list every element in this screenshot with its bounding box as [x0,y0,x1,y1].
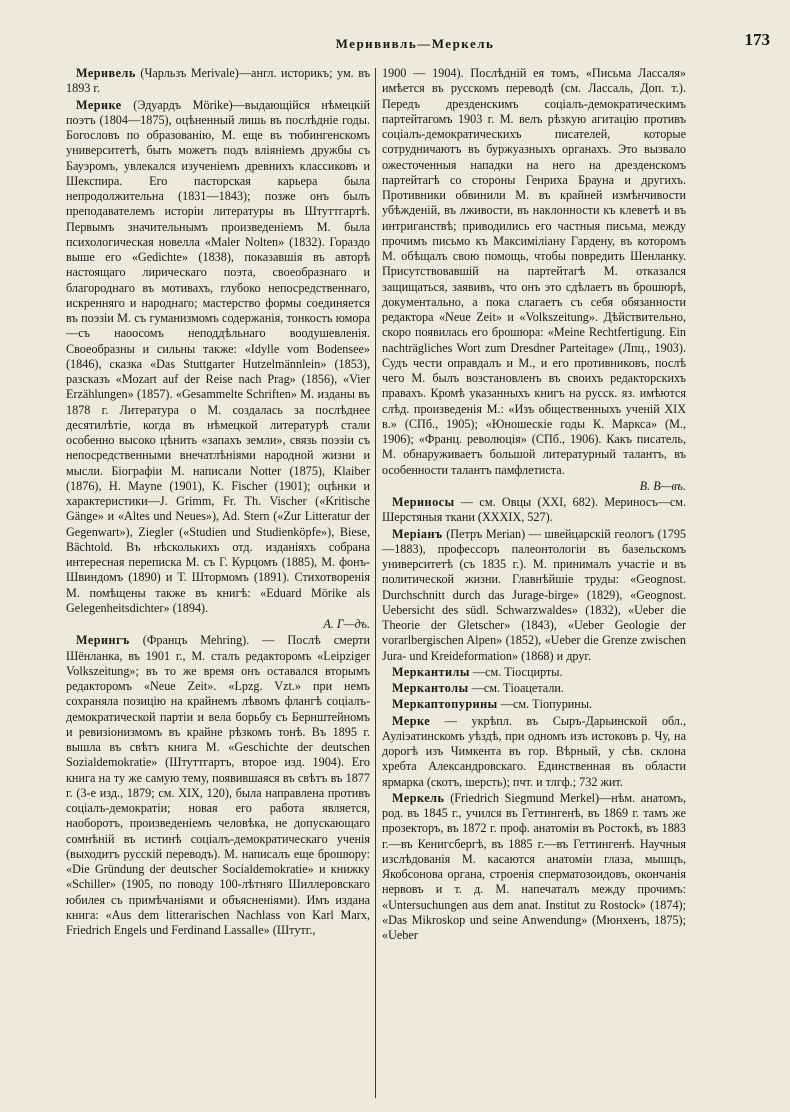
headword: Меркаптопурины [392,697,498,712]
headword: Меркель [392,790,445,805]
entry-mehring-continuation [382,66,686,478]
entry-text: 1900 — 1904). Послѣдній ея томъ, «Письма Лассаля» имѣется въ русскомъ переводѣ (см. Лассаль, Доп. т.). Передъ дрезденскимъ соціалъ-демократическимъ партейтагомъ 1903 г. М. велъ рѣзкую агитацію противъ соціалъ-демократическихъ писателей, которые сотрудничаютъ въ буржуазныхъ органахъ. Это вызвало ожесточенныя нападки на него на дрезденскомъ партейтагѣ со стороны Генриха Брауна и другихъ. Противники обвинили М. въ крайней измѣнчивости убѣжденій, въ лживости, въ наклонности къ клеветѣ и въ интриганствѣ; приводились его частныя письма, между прочимъ письмо къ Максиміліану Гардену, въ которомъ М. обѣщалъ свою помощь, чтобы повредить Шенланку. Присутствовавшій на партейтагѣ М. отказался защищаться, заявивъ, что онъ это сдѣлаетъ въ брошюрѣ, документально, а пока слагаетъ съ себя обязанности редактора «Neue Zeit» и «Volkszeitung». Дѣйствительно, скоро появилась его брошюра: «Meine Rechtfertigung. Ein nachträgliches Wort zum Dresdner Parteitage» (Лпц., 1903). Судъ чести оправдалъ и М., и его противниковъ, послѣ чего М. былъ возстановленъ въ своихъ редакторскихъ правахъ. Кромѣ указанныхъ книгъ на русск. яз. имѣются слѣд. произведенія М.: «Изъ общественныхъ ученій XIX в.» (СПб., 1905); «Юношескіе годы К. Маркса» (М., 1906); «Франц. революція» (СПб., 1906). Какъ писатель, М. обнаруживаетъ большой литературный талантъ, въ особенности талантъ памфлетиста. [382,66,686,477]
headword: Мерингъ [76,633,130,648]
entry-merkantily [382,665,686,680]
headword: Меркантилы [392,664,470,679]
entry-merkantoly [382,681,686,696]
entry-merivale [66,66,370,97]
entry-merkaptopuriny [382,697,686,712]
entry-text: (Эдуардъ Mörike)—выдающійся нѣмецкій поэтъ (1804—1875), оцѣненный лишь въ послѣдніе годы. Богословъ по образованію, М. еще въ тюбингенскомъ университетѣ, быть можетъ подъ вліяніемъ дружбы съ Бауэромъ, увлекался изученіемъ древнихъ классиковъ и Шекспира. Его пасторская карьера была непродолжительна (1831—1843); позже онъ былъ преподавателемъ исторіи литературы въ Штуттгартѣ. Первымъ значительнымъ произведеніемъ М. была психологическая новелла «Maler Nolten» (1832). Гораздо выше его «Gedichte» (1838), показавшія въ авторѣ настоящаго лирическаго поэта, своеобразнаго и благороднаго въ мотивахъ, глубоко непосредственнаго, искренняго и народнаго; мастерство формы соединяется въ поэзіи М. съ гуманизмомъ содержанія, тонкость юмора—съ наоосомъ неподдѣльнаго воодушевленія. Своеобразны и сильны также: «Idylle vom Bodensee» (1846), сказка «Das Stuttgarter Hutzelmännlein» (1853), разсказъ «Mozart auf der Reise nach Prag» (1856), «Vier Erzählungen» (1857). «Gesammelte Schriften» М. изданы въ 1878 г. Литература о М. создалась за послѣднее десятилѣтіе, когда въ нѣмецкой литературѣ стали особенно высоко цѣнить «запахъ земли», связь поэзіи съ непосредственными внечатлѣніями народной жизни и мысли. Біографіи М. написали Notter (1875), Klaiber (1876), H. Mayne (1901), K. Fischer (1901); оцѣнки и характеристики—J. Grimm, Fr. Th. Vischer («Kritische Gänge» и «Altes und Neues»), Ad. Stern («Zur Litteratur der Gegenwart»), Ziegler («Studien und Studienköpfe»), Biese, Bächtold. Въ нѣсколькихъ отд. изданіяхъ собрана интересная переписка М. съ Г. Курцомъ (1885), М. фонъ-Швиндомъ (1890) и Т. Штормомъ (1891). Стихотворенія М. помѣщены также въ книгѣ: «Eduard Mörike als Gelegenheitsdichter» (1894). [66,97,370,615]
left-column [66,66,370,939]
entry-merke [382,714,686,790]
entry-merian [382,527,686,664]
entry-text: — см. Овцы (XXI, 682). Мериносъ—см. Шерстяныя ткани (XXXIX, 527). [382,495,687,525]
entry-text: —см. Тіопурины. [500,697,593,712]
author-signature: А. Г—дъ. [323,617,370,631]
entry-text: (Францъ Mehring). — Послѣ смерти Шёнланка, въ 1901 г., М. сталъ редакторомъ «Leipziger Volkszeitung»; въ то же время онъ оставался вторымъ редакторомъ «Neue Zeit». «Lpzg. Vzt.» при немъ сохраняла позицію на крайнемъ лѣвомъ флангѣ соціалъ-демократической партіи и вела борьбу съ Бернштейномъ и ревизіонизмомъ въ крайне рѣзкомъ тонѣ. Въ 1895 г. вышла въ свѣтъ книга М. «Geschichte der deutschen Sozialdemokratie» (Штуттгартъ, второе изд. 1904). Его книга на ту же самую тему, появившаяся въ свѣтъ въ 1877 г. (3-е изд., 1879; см. XIX, 120), была направлена противъ соціалъ-демократіи; новая его работа является, наоборотъ, произведеніемъ человѣка, не допускающаго сомнѣній въ истинѣ соціалъ-демократическаго ученія (выходитъ русскій переводъ). М. написалъ еще брошюру: «Die Gründung der deutscher Socialdemokratie» и книжку «Schiller» (1905, по поводу 100-лѣтняго Шиллеровскаго юбилея съ примѣчаніями и объясненіями). Имъ издана книга: «Aus dem litterarischen Nachlass von Karl Marx, Friedrich Engels und Ferdinand Lassalle» (Штутг., [66,633,371,937]
entry-mehring [66,633,370,938]
entry-merinosy [382,495,686,526]
page-header [60,30,770,56]
right-column [382,66,686,944]
author-signature: В. В—въ. [639,478,686,493]
entry-text: —см. Тіоацетали. [471,681,564,695]
headword: Мерке [392,713,431,728]
column-divider [375,68,376,1098]
headword: Мерике [76,97,122,112]
running-head: Мерививль—Меркель [335,36,495,51]
entry-text: — укрѣпл. въ Сыръ-Дарьинской обл., Ауліэатинскомъ уѣздѣ, при одномъ изъ истоковъ р. Чу, на дорогѣ изъ Чимкента въ гор. Вѣрный, у сѣв. склона хребта Александровскаго. Единственная въ области ярмарка (скотъ, шерсть); пчт. и тлгф.; 732 жит. [382,713,686,789]
headword: Мериносы [392,495,455,509]
entry-text: (Friedrich Siegmund Merkel)—нѣм. анатомъ, род. въ 1845 г., учился въ Геттингенѣ, въ 1869 г. тамъ же прозекторъ, въ 1872 г. проф. анатоміи въ Ростокѣ, въ 1883 г.—въ Кенигсбергѣ, въ 1885 г.—въ Геттингенѣ. Научныя изслѣдованія М. касаются анатоміи глаза, мышцъ, Якобсонова органа, строенія сперматозоидовъ, окончанія нервовъ и т. д. М. напечаталъ между прочимъ: «Untersuchungen aus dem anat. Institut zu Rostock» (1874); «Das Mikroskop und seine Anwendung» (Мюнхенъ, 1875); «Ueber [382,790,686,942]
signature-line [66,617,370,632]
signature-line [382,479,686,494]
entry-text: (Петръ Merian) — швейцарскій геологъ (1795—1883), профессоръ палеонтологіи въ базельскомъ университетѣ (съ 1835 г.). М. принималъ участіе и въ политической жизни. Главнѣйшіе труды: «Geognost. Durchschnitt durch das Jurage-birge» (1829), «Geognost. Uebersicht des südl. Schwarzwaldes» (1832), «Ueber die Theorie der Gletscher» (1843), «Ueber Geologie der vorarlbergischen Alpen» (1852), «Ueber die Grenze zwischen Jura- und Kreideformation» (1868) и друг. [382,526,687,663]
entry-text: —см. Тіосцирты. [472,664,563,679]
page-number: 173 [744,30,770,49]
entry-text: (Чарльзъ Merivale)—англ. историкъ; ум. въ 1893 г. [66,66,371,96]
entry-merkel [382,791,686,944]
headword: Меркантолы [392,681,469,695]
headword: Меривель [76,66,136,80]
entry-moerike [66,98,370,617]
headword: Меріанъ [392,526,443,541]
